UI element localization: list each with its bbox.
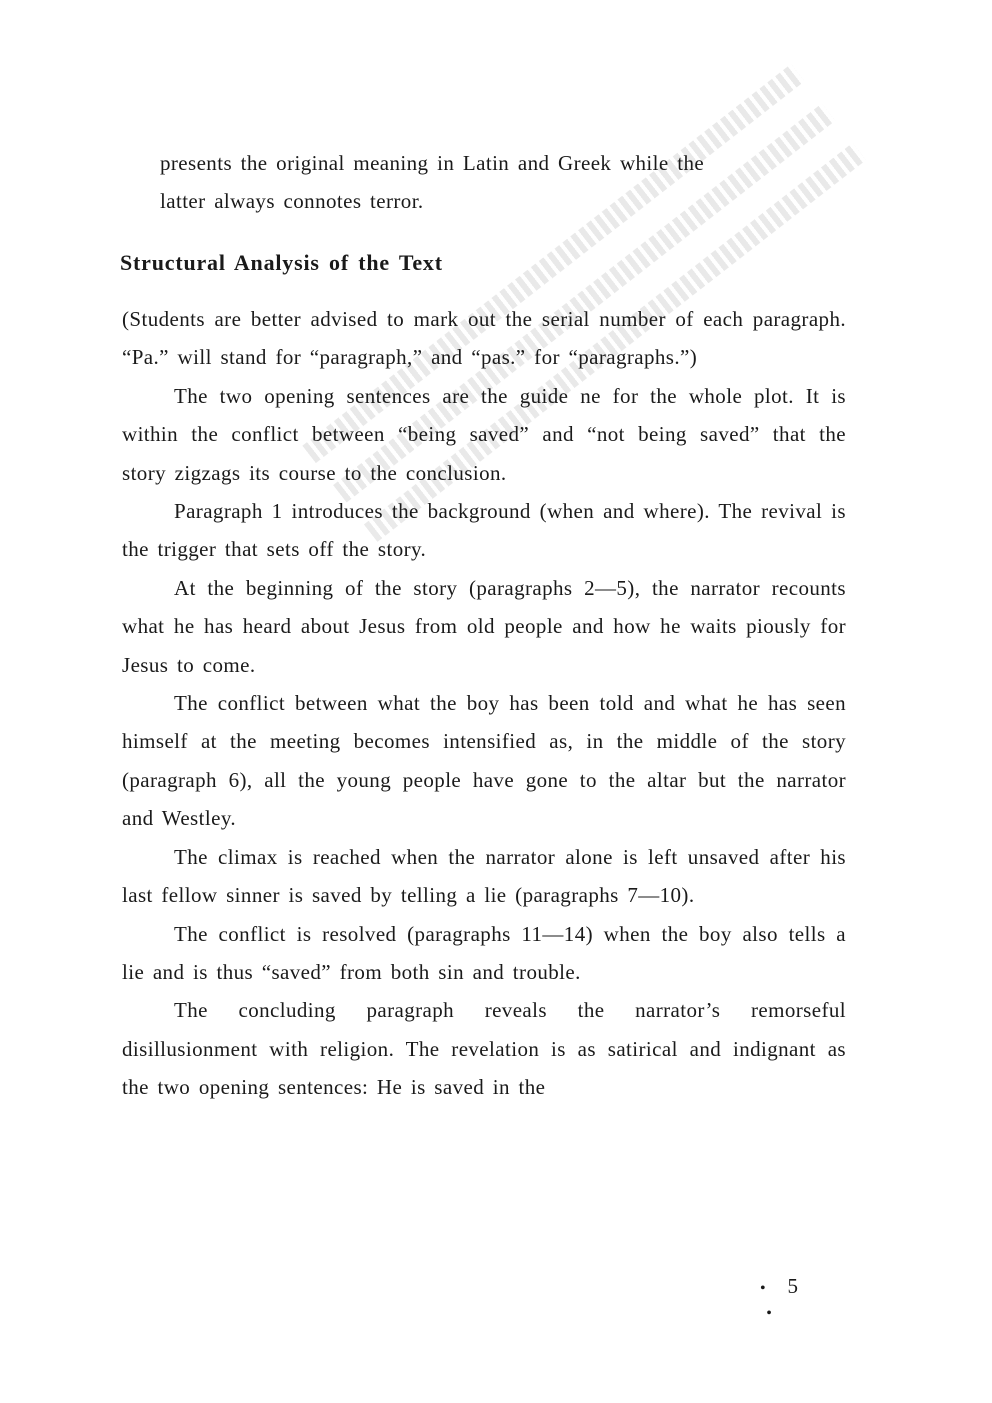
continuation-line-1: presents the original meaning in Latin and Greek while the	[160, 151, 705, 175]
footer-dot-left: •	[759, 1280, 768, 1297]
paragraph-opening: The two opening sentences are the guide ne for the whole plot. It is within the conflict between “being saved” and “not being saved” that the story zigzags its course to the conclusion.	[122, 383, 846, 485]
page-footer	[720, 1274, 820, 1324]
continuation-paragraph	[160, 144, 844, 221]
paragraph-resolution: The conflict is resolved (paragraphs 11—14) when the boy also tells a lie and is thus “saved” from both sin and trouble.	[122, 921, 846, 984]
section-body	[122, 300, 846, 1107]
paragraph-note: (Students are better advised to mark out the serial number of each paragraph. “Pa.” will stand for “paragraph,” and “pas.” for “paragraphs.”)	[122, 307, 846, 370]
page-number: 5	[787, 1274, 801, 1298]
paragraph-background: Paragraph 1 introduces the background (when and where). The revival is the trigger that sets off the story.	[122, 499, 846, 562]
continuation-line-2: latter always connotes terror.	[160, 189, 424, 214]
section-heading: Structural Analysis of the Text	[120, 250, 443, 275]
paragraph-beginning: At the beginning of the story (paragraphs 2—5), the narrator recounts what he has heard about Jesus from old people and how he waits piously for Jesus to come.	[122, 575, 846, 677]
footer-dot-right: •	[766, 1305, 774, 1322]
paragraph-climax: The climax is reached when the narrator alone is left unsaved after his last fellow sinner is saved by telling a lie (paragraphs 7—10).	[122, 844, 846, 908]
paragraph-middle: The conflict between what the boy has been told and what he has seen himself at the meeting becomes intensified as, in the middle of the story (paragraph 6), all the young people have gone to the altar but the narrator and Westley.	[122, 691, 846, 831]
paragraph-conclusion: The concluding paragraph reveals the narrator’s remorseful disillusionment with religion. The revelation is as satirical and indignant as the two opening sentences: He is saved in the	[122, 998, 846, 1100]
